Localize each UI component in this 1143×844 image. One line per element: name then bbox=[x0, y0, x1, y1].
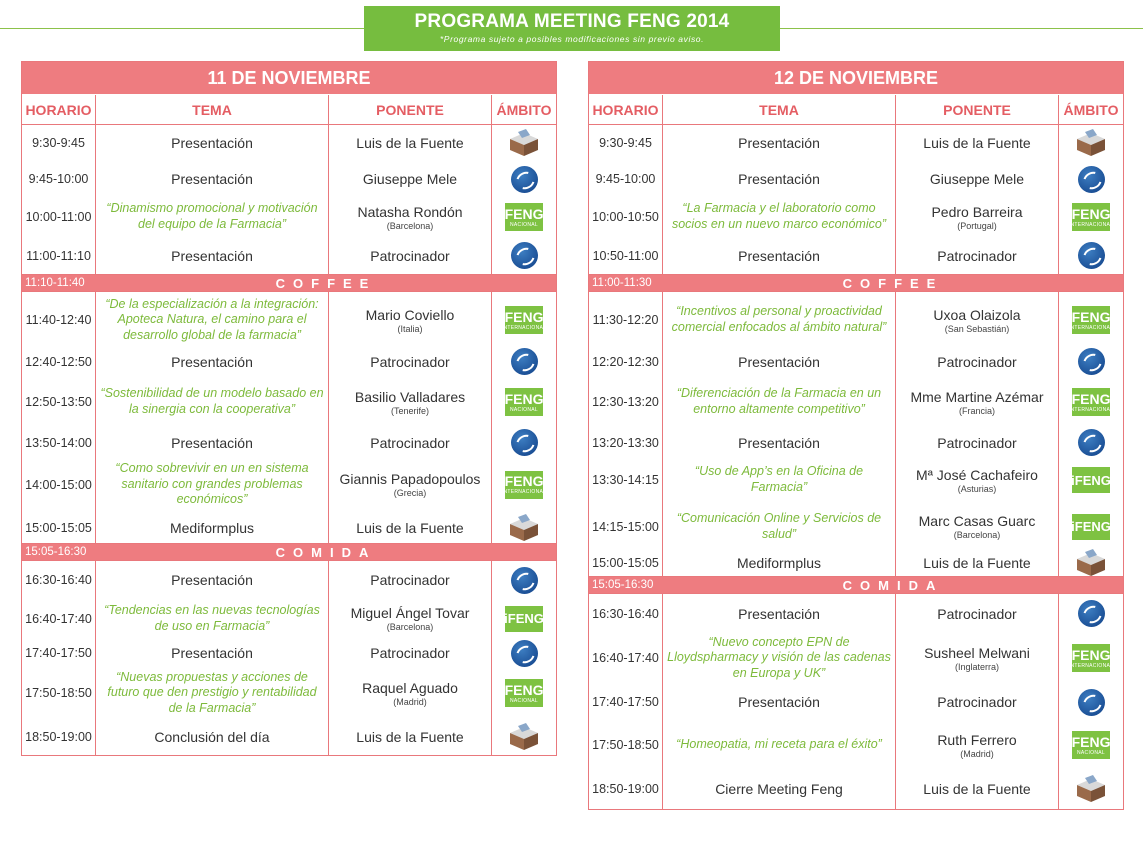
speaker-cell bbox=[896, 429, 1059, 456]
table-row bbox=[22, 513, 556, 543]
speaker-name: Miguel Ángel Tovar bbox=[350, 605, 470, 621]
time-cell: 12:30-13:20 bbox=[589, 375, 663, 429]
break-label: COMIDA bbox=[842, 577, 944, 593]
time-cell: 9:30-9:45 bbox=[22, 125, 96, 161]
speaker-name: Patrocinador bbox=[937, 434, 1017, 451]
time-cell: 16:40-17:40 bbox=[22, 599, 96, 638]
col-scope-header: ÁMBITO bbox=[1063, 102, 1119, 118]
time-cell: 10:00-11:00 bbox=[22, 197, 96, 237]
speaker-name: Patrocinador bbox=[370, 434, 450, 451]
speaker-cell bbox=[329, 599, 492, 638]
table-row bbox=[589, 504, 1123, 549]
speaker-name: Luis de la Fuente bbox=[356, 135, 464, 151]
globe-icon bbox=[1078, 429, 1105, 456]
feng-logo-text: FENG bbox=[504, 473, 544, 489]
speaker-name: Patrocinador bbox=[370, 645, 450, 661]
time-cell: 12:20-12:30 bbox=[589, 348, 663, 375]
speaker-cell bbox=[329, 718, 492, 755]
speaker-cell bbox=[329, 638, 492, 668]
globe-icon bbox=[1078, 348, 1105, 375]
break-time: 11:10-11:40 bbox=[25, 277, 85, 289]
topic-cell: Cierre Meeting Feng bbox=[663, 769, 896, 809]
table-row bbox=[22, 718, 556, 755]
box-icon bbox=[506, 129, 542, 157]
scope-cell bbox=[1059, 161, 1123, 197]
speaker-name: Mme Martine Azémar bbox=[910, 388, 1044, 405]
scope-cell bbox=[1059, 348, 1123, 375]
time-cell: 16:40-17:40 bbox=[589, 633, 663, 683]
program-banner bbox=[364, 6, 780, 51]
speaker-cell bbox=[329, 161, 492, 197]
speaker-cell bbox=[896, 161, 1059, 197]
feng-logo-text: FENG bbox=[1071, 390, 1111, 407]
globe-icon bbox=[511, 242, 538, 269]
topic-cell: Presentación bbox=[96, 161, 329, 197]
break-label: COMIDA bbox=[275, 544, 377, 560]
speaker-location: (San Sebastián) bbox=[944, 323, 1010, 334]
time-cell: 17:40-17:50 bbox=[22, 638, 96, 668]
feng-logo-subtitle: INTERNACIONAL bbox=[1068, 221, 1114, 228]
time-cell: 16:30-16:40 bbox=[589, 594, 663, 633]
globe-icon bbox=[511, 429, 538, 456]
speaker-cell bbox=[896, 292, 1059, 348]
box-icon bbox=[506, 514, 542, 542]
table-row bbox=[22, 599, 556, 638]
table-row bbox=[589, 125, 1123, 161]
table-row bbox=[22, 456, 556, 513]
table-row bbox=[589, 292, 1123, 348]
speaker-name: Luis de la Fuente bbox=[923, 554, 1031, 571]
time-cell: 17:50-18:50 bbox=[22, 668, 96, 718]
time-cell: 10:00-10:50 bbox=[589, 197, 663, 237]
feng-logo-subtitle: NACIONAL bbox=[510, 697, 538, 704]
feng-logo-text: FENG bbox=[504, 205, 544, 222]
col-time-header: HORARIO bbox=[22, 95, 96, 124]
globe-icon bbox=[1078, 242, 1105, 269]
table-row bbox=[22, 237, 556, 274]
feng-nacional-icon bbox=[505, 203, 543, 231]
table-row bbox=[589, 683, 1123, 721]
speaker-cell bbox=[896, 456, 1059, 504]
feng-logo-text: FENG bbox=[504, 308, 544, 325]
topic-cell: “Incentivos al personal y proactividad comercial enfocados al ámbito natural” bbox=[663, 292, 896, 348]
speaker-cell bbox=[329, 375, 492, 429]
speaker-name: Luis de la Fuente bbox=[923, 781, 1031, 797]
scope-cell bbox=[1059, 456, 1123, 504]
speaker-name: Patrocinador bbox=[370, 572, 450, 588]
topic-cell: “Nuevo concepto EPN de Lloydspharmacy y visión de las cadenas en Europa y UK” bbox=[663, 633, 896, 683]
speaker-name: Patrocinador bbox=[937, 694, 1017, 710]
speaker-name: Mª José Cachafeiro bbox=[916, 466, 1038, 483]
speaker-name: Marc Casas Guarc bbox=[918, 513, 1036, 529]
speaker-name: Giannis Papadopoulos bbox=[339, 471, 481, 487]
column-headers bbox=[22, 95, 556, 125]
speaker-location: (Portugal) bbox=[957, 220, 997, 231]
scope-cell bbox=[492, 348, 556, 375]
speaker-cell bbox=[896, 504, 1059, 549]
scope-cell bbox=[492, 668, 556, 718]
table-row bbox=[589, 456, 1123, 504]
topic-cell: “Homeopatia, mi receta para el éxito” bbox=[663, 721, 896, 769]
topic-cell: Presentación bbox=[96, 125, 329, 161]
scope-cell bbox=[492, 429, 556, 456]
globe-icon bbox=[1078, 689, 1105, 716]
time-cell: 10:50-11:00 bbox=[589, 237, 663, 274]
topic-cell: Presentación bbox=[663, 683, 896, 721]
speaker-location: (Italia) bbox=[397, 323, 423, 334]
speaker-cell bbox=[329, 668, 492, 718]
speaker-cell bbox=[329, 513, 492, 543]
scope-cell bbox=[492, 161, 556, 197]
day-table-12-noviembre bbox=[588, 61, 1124, 810]
break-label: COFFEE bbox=[842, 275, 944, 291]
topic-cell: Presentación bbox=[663, 429, 896, 456]
table-row bbox=[22, 668, 556, 718]
feng-logo-text: FENG bbox=[1071, 733, 1111, 750]
topic-cell: Presentación bbox=[663, 161, 896, 197]
time-cell: 14:00-15:00 bbox=[22, 456, 96, 513]
time-cell: 12:40-12:50 bbox=[22, 348, 96, 375]
scope-cell bbox=[492, 237, 556, 274]
topic-cell: Mediformplus bbox=[96, 513, 329, 543]
col-speaker-header: PONENTE bbox=[329, 95, 492, 124]
speaker-name: Ruth Ferrero bbox=[937, 731, 1017, 748]
table-row bbox=[22, 161, 556, 197]
schedule-rows bbox=[589, 125, 1123, 809]
time-cell: 13:50-14:00 bbox=[22, 429, 96, 456]
box-icon bbox=[1073, 549, 1109, 577]
break-time: 15:05-16:30 bbox=[592, 579, 654, 591]
time-cell: 15:00-15:05 bbox=[22, 513, 96, 543]
feng-internacional-icon bbox=[1068, 306, 1114, 334]
table-row bbox=[22, 561, 556, 599]
speaker-name: Patrocinador bbox=[937, 605, 1017, 622]
feng-logo-subtitle: INTERNACIONAL bbox=[1068, 324, 1114, 331]
day-table-11-noviembre bbox=[21, 61, 557, 756]
feng-logo-text: FENG bbox=[1071, 646, 1111, 663]
globe-icon bbox=[511, 567, 538, 594]
feng-logo-subtitle: INTERNACIONAL bbox=[1068, 662, 1114, 669]
topic-cell: “Uso de App’s en la Oficina de Farmacia” bbox=[663, 456, 896, 504]
time-cell: 9:45-10:00 bbox=[589, 161, 663, 197]
table-row bbox=[589, 197, 1123, 237]
speaker-cell bbox=[329, 237, 492, 274]
page-title: PROGRAMA MEETING FENG 2014 bbox=[414, 11, 730, 32]
table-row bbox=[589, 549, 1123, 576]
feng-internacional-icon bbox=[501, 306, 547, 334]
topic-cell: “Tendencias en las nuevas tecnologías de uso en Farmacia” bbox=[96, 599, 329, 638]
speaker-name: Raquel Aguado bbox=[362, 679, 458, 696]
speaker-location: (Madrid) bbox=[393, 696, 427, 707]
topic-cell: Presentación bbox=[96, 561, 329, 599]
box-icon bbox=[1073, 775, 1109, 803]
scope-cell bbox=[492, 375, 556, 429]
col-speaker-header: PONENTE bbox=[896, 95, 1059, 124]
scope-cell bbox=[492, 638, 556, 668]
time-cell: 13:20-13:30 bbox=[589, 429, 663, 456]
feng-logo-text: FENG bbox=[504, 390, 544, 407]
feng-logo-subtitle: INTERNACIONAL bbox=[1068, 406, 1114, 413]
speaker-location: (Francia) bbox=[958, 405, 995, 416]
speaker-cell bbox=[329, 125, 492, 161]
speaker-cell bbox=[329, 292, 492, 348]
time-cell: 15:00-15:05 bbox=[589, 549, 663, 576]
speaker-cell bbox=[896, 197, 1059, 237]
scope-cell bbox=[1059, 594, 1123, 633]
schedule-rows bbox=[22, 125, 556, 755]
table-row bbox=[589, 633, 1123, 683]
speaker-cell bbox=[896, 125, 1059, 161]
speaker-location: (Tenerife) bbox=[390, 405, 429, 416]
topic-cell: Presentación bbox=[96, 237, 329, 274]
feng-internacional-icon bbox=[1068, 203, 1114, 231]
time-cell: 11:30-12:20 bbox=[589, 292, 663, 348]
speaker-name: Pedro Barreira bbox=[931, 203, 1023, 220]
feng-logo-subtitle: NACIONAL bbox=[510, 221, 538, 228]
scope-cell bbox=[1059, 429, 1123, 456]
break-row bbox=[589, 274, 1123, 292]
speaker-name: Giuseppe Mele bbox=[362, 171, 458, 187]
globe-icon bbox=[1078, 166, 1105, 193]
topic-cell: Presentación bbox=[663, 125, 896, 161]
table-row bbox=[22, 375, 556, 429]
feng-logo-text: FENG bbox=[1071, 205, 1111, 222]
time-cell: 18:50-19:00 bbox=[589, 769, 663, 809]
table-row bbox=[589, 348, 1123, 375]
topic-cell: “De la especialización a la integración: Apoteca Natura, el camino para el desarrollo global de la farmacia” bbox=[96, 292, 329, 348]
topic-cell: Presentación bbox=[663, 348, 896, 375]
time-cell: 18:50-19:00 bbox=[22, 718, 96, 755]
speaker-cell bbox=[896, 683, 1059, 721]
feng-logo-subtitle: INTERNACIONAL bbox=[501, 324, 547, 331]
feng-logo-subtitle: NACIONAL bbox=[510, 406, 538, 413]
day-title: 12 DE NOVIEMBRE bbox=[589, 62, 1123, 95]
topic-cell: Presentación bbox=[96, 638, 329, 668]
speaker-name: Luis de la Fuente bbox=[923, 135, 1031, 151]
disclaimer-note: *Programa sujeto a posibles modificaciones sin previo aviso. bbox=[439, 34, 705, 44]
table-row bbox=[22, 125, 556, 161]
speaker-name: Patrocinador bbox=[937, 353, 1017, 370]
feng-nacional-icon bbox=[1072, 731, 1110, 759]
topic-cell: “La Farmacia y el laboratorio como socios en un nuevo marco económico” bbox=[663, 197, 896, 237]
scope-cell bbox=[1059, 683, 1123, 721]
col-time-header: HORARIO bbox=[589, 95, 663, 124]
feng-logo-subtitle: NACIONAL bbox=[1077, 749, 1105, 756]
speaker-name: Natasha Rondón bbox=[357, 203, 463, 220]
table-row bbox=[589, 769, 1123, 809]
table-row bbox=[589, 594, 1123, 633]
topic-cell: “Nuevas propuestas y acciones de futuro que den prestigio y rentabilidad de la Farmacia” bbox=[96, 668, 329, 718]
speaker-location: (Inglaterra) bbox=[954, 661, 999, 672]
time-cell: 13:30-14:15 bbox=[589, 456, 663, 504]
speaker-location: (Barcelona) bbox=[386, 622, 434, 632]
table-row bbox=[589, 161, 1123, 197]
table-row bbox=[22, 348, 556, 375]
speaker-cell bbox=[329, 197, 492, 237]
table-row bbox=[22, 429, 556, 456]
globe-icon bbox=[511, 640, 538, 667]
speaker-name: Patrocinador bbox=[370, 353, 450, 370]
feng-logo-text: FENG bbox=[504, 681, 544, 698]
table-row bbox=[589, 237, 1123, 274]
speaker-name: Patrocinador bbox=[937, 247, 1017, 264]
time-cell: 14:15-15:00 bbox=[589, 504, 663, 549]
speaker-cell bbox=[329, 348, 492, 375]
feng-nacional-icon bbox=[505, 388, 543, 416]
feng-logo-subtitle: INTERNACIONAL bbox=[501, 489, 547, 495]
break-row bbox=[22, 543, 556, 561]
feng-internacional-icon bbox=[1068, 644, 1114, 672]
scope-cell bbox=[492, 718, 556, 755]
scope-cell bbox=[492, 561, 556, 599]
speaker-name: Giuseppe Mele bbox=[929, 171, 1025, 187]
column-headers bbox=[589, 95, 1123, 125]
time-cell: 11:40-12:40 bbox=[22, 292, 96, 348]
globe-icon bbox=[511, 166, 538, 193]
scope-cell bbox=[1059, 549, 1123, 576]
col-scope-header: ÁMBITO bbox=[496, 102, 552, 118]
topic-cell: “Sostenibilidad de un modelo basado en la sinergia con la cooperativa” bbox=[96, 375, 329, 429]
speaker-cell bbox=[896, 633, 1059, 683]
scope-cell bbox=[492, 125, 556, 161]
scope-cell bbox=[1059, 125, 1123, 161]
topic-cell: Presentación bbox=[663, 594, 896, 633]
scope-cell bbox=[492, 292, 556, 348]
topic-cell: “Diferenciación de la Farmacia en un entorno altamente competitivo” bbox=[663, 375, 896, 429]
box-icon bbox=[506, 723, 542, 751]
topic-cell: Presentación bbox=[96, 348, 329, 375]
speaker-name: Luis de la Fuente bbox=[356, 728, 464, 745]
speaker-name: Uxoa Olaizola bbox=[933, 306, 1021, 323]
col-topic-header: TEMA bbox=[96, 95, 329, 124]
table-row bbox=[589, 375, 1123, 429]
speaker-location: (Barcelona) bbox=[953, 530, 1001, 540]
table-row bbox=[22, 292, 556, 348]
scope-cell bbox=[1059, 237, 1123, 274]
day-title: 11 DE NOVIEMBRE bbox=[22, 62, 556, 95]
speaker-cell bbox=[896, 769, 1059, 809]
table-row bbox=[589, 721, 1123, 769]
time-cell: 12:50-13:50 bbox=[22, 375, 96, 429]
topic-cell: Presentación bbox=[96, 429, 329, 456]
speaker-cell bbox=[896, 375, 1059, 429]
scope-cell bbox=[1059, 721, 1123, 769]
col-topic-header: TEMA bbox=[663, 95, 896, 124]
speaker-location: (Madrid) bbox=[960, 748, 994, 759]
speaker-name: Susheel Melwani bbox=[924, 644, 1030, 661]
scope-cell bbox=[492, 456, 556, 513]
feng-internacional-icon bbox=[501, 471, 547, 499]
speaker-cell bbox=[896, 549, 1059, 576]
feng-nacional-icon bbox=[505, 679, 543, 707]
scope-cell bbox=[492, 513, 556, 543]
table-row bbox=[22, 638, 556, 668]
speaker-cell bbox=[896, 594, 1059, 633]
scope-cell bbox=[1059, 292, 1123, 348]
topic-cell: Presentación bbox=[663, 237, 896, 274]
scope-cell bbox=[1059, 633, 1123, 683]
time-cell: 11:00-11:10 bbox=[22, 237, 96, 274]
time-cell: 16:30-16:40 bbox=[22, 561, 96, 599]
topic-cell: Conclusión del día bbox=[96, 718, 329, 755]
ifeng-icon: iFENG bbox=[1072, 467, 1110, 493]
time-cell: 17:50-18:50 bbox=[589, 721, 663, 769]
scope-cell bbox=[1059, 197, 1123, 237]
scope-cell bbox=[1059, 769, 1123, 809]
speaker-cell bbox=[329, 456, 492, 513]
speaker-name: Patrocinador bbox=[370, 247, 450, 264]
scope-cell bbox=[492, 599, 556, 638]
scope-cell bbox=[1059, 504, 1123, 549]
speaker-cell bbox=[896, 348, 1059, 375]
break-time: 11:00-11:30 bbox=[592, 277, 652, 289]
speaker-cell bbox=[329, 429, 492, 456]
topic-cell: “Dinamismo promocional y motivación del equipo de la Farmacia” bbox=[96, 197, 329, 237]
speaker-location: (Asturias) bbox=[957, 483, 997, 494]
time-cell: 9:45-10:00 bbox=[22, 161, 96, 197]
speaker-cell bbox=[329, 561, 492, 599]
time-cell: 9:30-9:45 bbox=[589, 125, 663, 161]
ifeng-icon: iFENG bbox=[505, 606, 543, 632]
table-row bbox=[589, 429, 1123, 456]
speaker-name: Mario Coviello bbox=[365, 306, 455, 323]
ifeng-icon: iFENG bbox=[1072, 514, 1110, 540]
feng-logo-text: FENG bbox=[1071, 308, 1111, 325]
box-icon bbox=[1073, 129, 1109, 157]
speaker-name: Basilio Valladares bbox=[354, 388, 466, 405]
break-row bbox=[22, 274, 556, 292]
table-row bbox=[22, 197, 556, 237]
globe-icon bbox=[511, 348, 538, 375]
scope-cell bbox=[1059, 375, 1123, 429]
break-row bbox=[589, 576, 1123, 594]
speaker-location: (Grecia) bbox=[393, 488, 427, 498]
speaker-cell bbox=[896, 721, 1059, 769]
topic-cell: “Comunicación Online y Servicios de salud” bbox=[663, 504, 896, 549]
speaker-location: (Barcelona) bbox=[386, 220, 434, 231]
break-time: 15:05-16:30 bbox=[25, 546, 87, 558]
topic-cell: Mediformplus bbox=[663, 549, 896, 576]
break-label: COFFEE bbox=[275, 275, 377, 291]
time-cell: 17:40-17:50 bbox=[589, 683, 663, 721]
topic-cell: “Como sobrevivir en un en sistema sanitario con grandes problemas económicos” bbox=[96, 456, 329, 513]
speaker-name: Luis de la Fuente bbox=[356, 520, 464, 536]
globe-icon bbox=[1078, 600, 1105, 627]
speaker-cell bbox=[896, 237, 1059, 274]
scope-cell bbox=[492, 197, 556, 237]
feng-internacional-icon bbox=[1068, 388, 1114, 416]
